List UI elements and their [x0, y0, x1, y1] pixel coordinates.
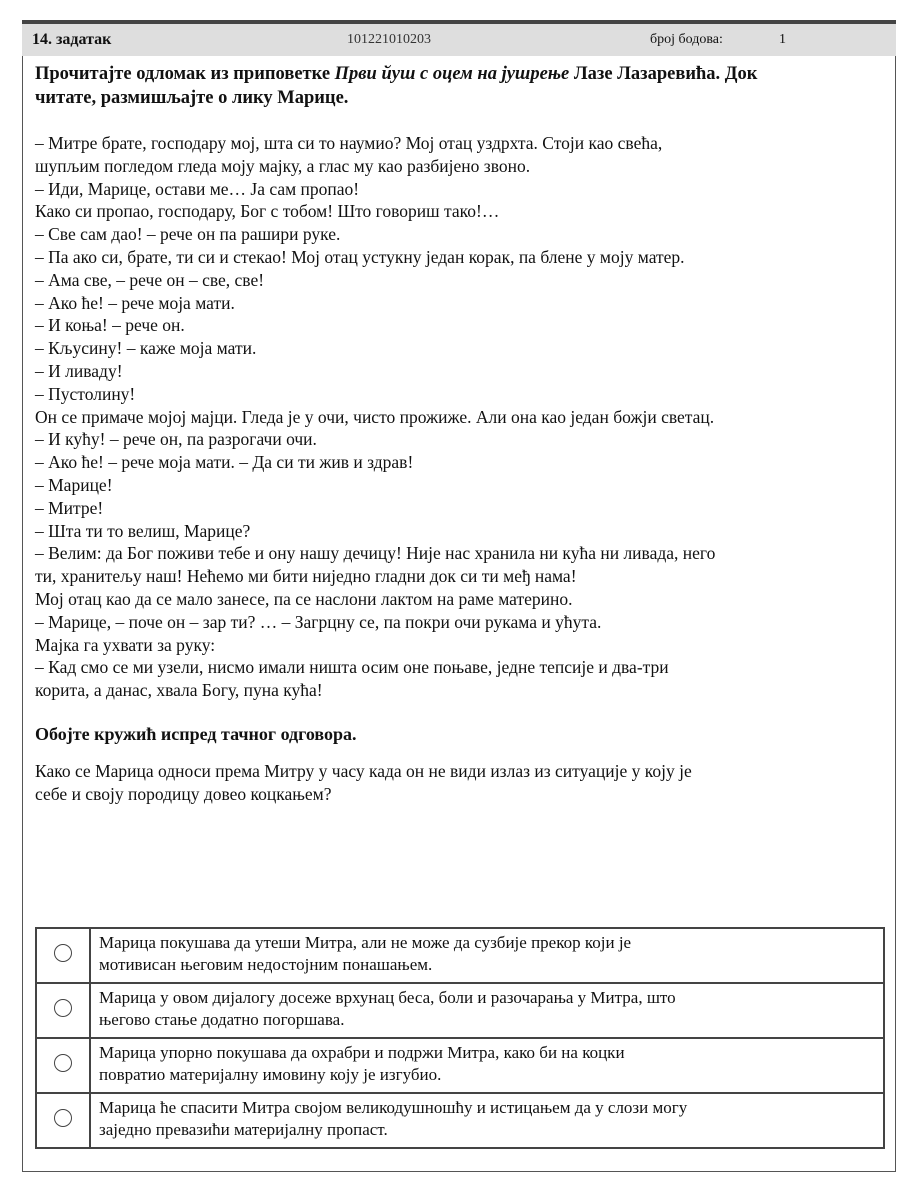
radio-circle-icon[interactable]	[54, 1054, 72, 1072]
task-code: 101221010203	[347, 32, 431, 47]
task-header	[22, 20, 896, 56]
story-line: Мајка га ухвати за руку:	[35, 634, 216, 655]
points-value: 1	[779, 32, 786, 47]
points-label: број бодова:	[650, 32, 723, 47]
story-line: – Марице, – поче он – зар ти? … – Загрцну се, па покри очи рукама и ућута.	[35, 611, 602, 632]
story-line: – Велим: да Бог поживи тебе и ону нашу дечицу! Није нас хранила ни кућа ни ливада, него	[35, 543, 716, 564]
story-line: – Иди, Марице, остави ме… Ја сам пропао!	[35, 178, 360, 199]
answer-line: Марица упорно покушава да охрабри и подржи Митра, како би на коцки	[99, 1043, 625, 1062]
story-line: Мој отац као да се мало занесе, па се наслони лактом на раме материно.	[35, 588, 573, 609]
radio-circle-icon[interactable]	[54, 944, 72, 962]
story-line: – Ако ће! – рече моја мати.	[35, 292, 235, 313]
story-line: – И ливаду!	[35, 360, 123, 381]
answer-radio-cell[interactable]	[36, 1093, 90, 1148]
answer-radio-cell[interactable]	[36, 928, 90, 983]
answer-option[interactable]	[36, 983, 884, 1038]
answer-options-table	[35, 927, 885, 1149]
answer-line: заједно превазићи материјалну пропаст.	[99, 1120, 388, 1139]
answer-radio-cell[interactable]	[36, 1038, 90, 1093]
intro-text: Лазе Лазаревића. Док	[569, 64, 758, 84]
answer-line: његово стање додатно погоршава.	[99, 1010, 345, 1029]
story-line: – Све сам дао! – рече он па рашири руке.	[35, 224, 341, 245]
answer-text	[90, 1038, 884, 1093]
answer-option[interactable]	[36, 1038, 884, 1093]
task-content	[35, 62, 885, 806]
story-line: – И коња! – рече он.	[35, 315, 185, 336]
question-text	[35, 760, 885, 806]
answer-text	[90, 983, 884, 1038]
answer-line: повратио материјалну имовину коју је изгубио.	[99, 1065, 442, 1084]
answer-line: Марица у овом дијалогу досеже врхунац беса, боли и разочарања у Митра, што	[99, 988, 676, 1007]
story-line: Он се примаче мојој мајци. Гледа је у очи, чисто прожиже. Али она као један божји светац.	[35, 406, 715, 427]
answer-radio-cell[interactable]	[36, 983, 90, 1038]
task-intro	[35, 62, 885, 110]
answer-option[interactable]	[36, 1093, 884, 1148]
story-line: – Кљусину! – каже моја мати.	[35, 338, 257, 359]
task-number: 14. задатак	[32, 31, 112, 48]
story-line: – Марице!	[35, 474, 113, 495]
question-line: Како се Марица односи према Митру у часу када он не види излаз из ситуације у коју је	[35, 760, 692, 781]
answer-option[interactable]	[36, 928, 884, 983]
story-line: – Шта ти то велиш, Марице?	[35, 520, 251, 541]
story-line: ти, хранитељу наш! Нећемо ми бити ниједно гладни док си ти међ нама!	[35, 566, 577, 587]
story-line: – Митре брате, господару мој, шта си то наумио? Мој отац уздрхта. Стоји као свећа,	[35, 133, 663, 153]
radio-circle-icon[interactable]	[54, 1109, 72, 1127]
radio-circle-icon[interactable]	[54, 999, 72, 1017]
story-line: – Пустолину!	[35, 383, 136, 404]
story-line: – Па ако си, брате, ти си и стекао! Мој отац устукну један корак, па блене у моју матер.	[35, 246, 685, 267]
instruction: Обојте кружић испред тачног одговора.	[35, 723, 357, 744]
story-line: – Кад смо се ми узели, нисмо имали ништа осим оне поњаве, једне тепсије и два-три	[35, 657, 669, 678]
story-excerpt	[35, 132, 885, 702]
intro-text: Прочитајте одломак из приповетке	[35, 64, 335, 84]
story-line: Како си пропао, господару, Бог с тобом! Што говориш тако!…	[35, 201, 500, 222]
intro-text: читате, размишљајте о лику Марице.	[35, 88, 349, 108]
story-line: – Ама све, – рече он – све, све!	[35, 269, 265, 290]
answer-line: Марица покушава да утеши Митра, али не може да сузбије прекор који је	[99, 933, 632, 952]
story-line: корита, а данас, хвала Богу, пуна кућа!	[35, 680, 323, 701]
answer-line: Марица ће спасити Митра својом великодушношћу и истицањем да у слози могу	[99, 1098, 688, 1117]
story-line: шупљим погледом гледа моју мајку, а глас му као разбијено звоно.	[35, 155, 531, 176]
answer-text	[90, 928, 884, 983]
story-title: Први йуш с оцем на јушрење	[334, 64, 570, 84]
answer-text	[90, 1093, 884, 1148]
question-line: себе и своју породицу довео коцкањем?	[35, 783, 332, 804]
answer-line: мотивисан његовим недостојним понашањем.	[99, 955, 433, 974]
story-line: – И кућу! – рече он, па разрогачи очи.	[35, 429, 317, 450]
story-line: – Митре!	[35, 497, 104, 518]
story-line: – Ако ће! – рече моја мати. – Да си ти жив и здрав!	[35, 452, 414, 473]
